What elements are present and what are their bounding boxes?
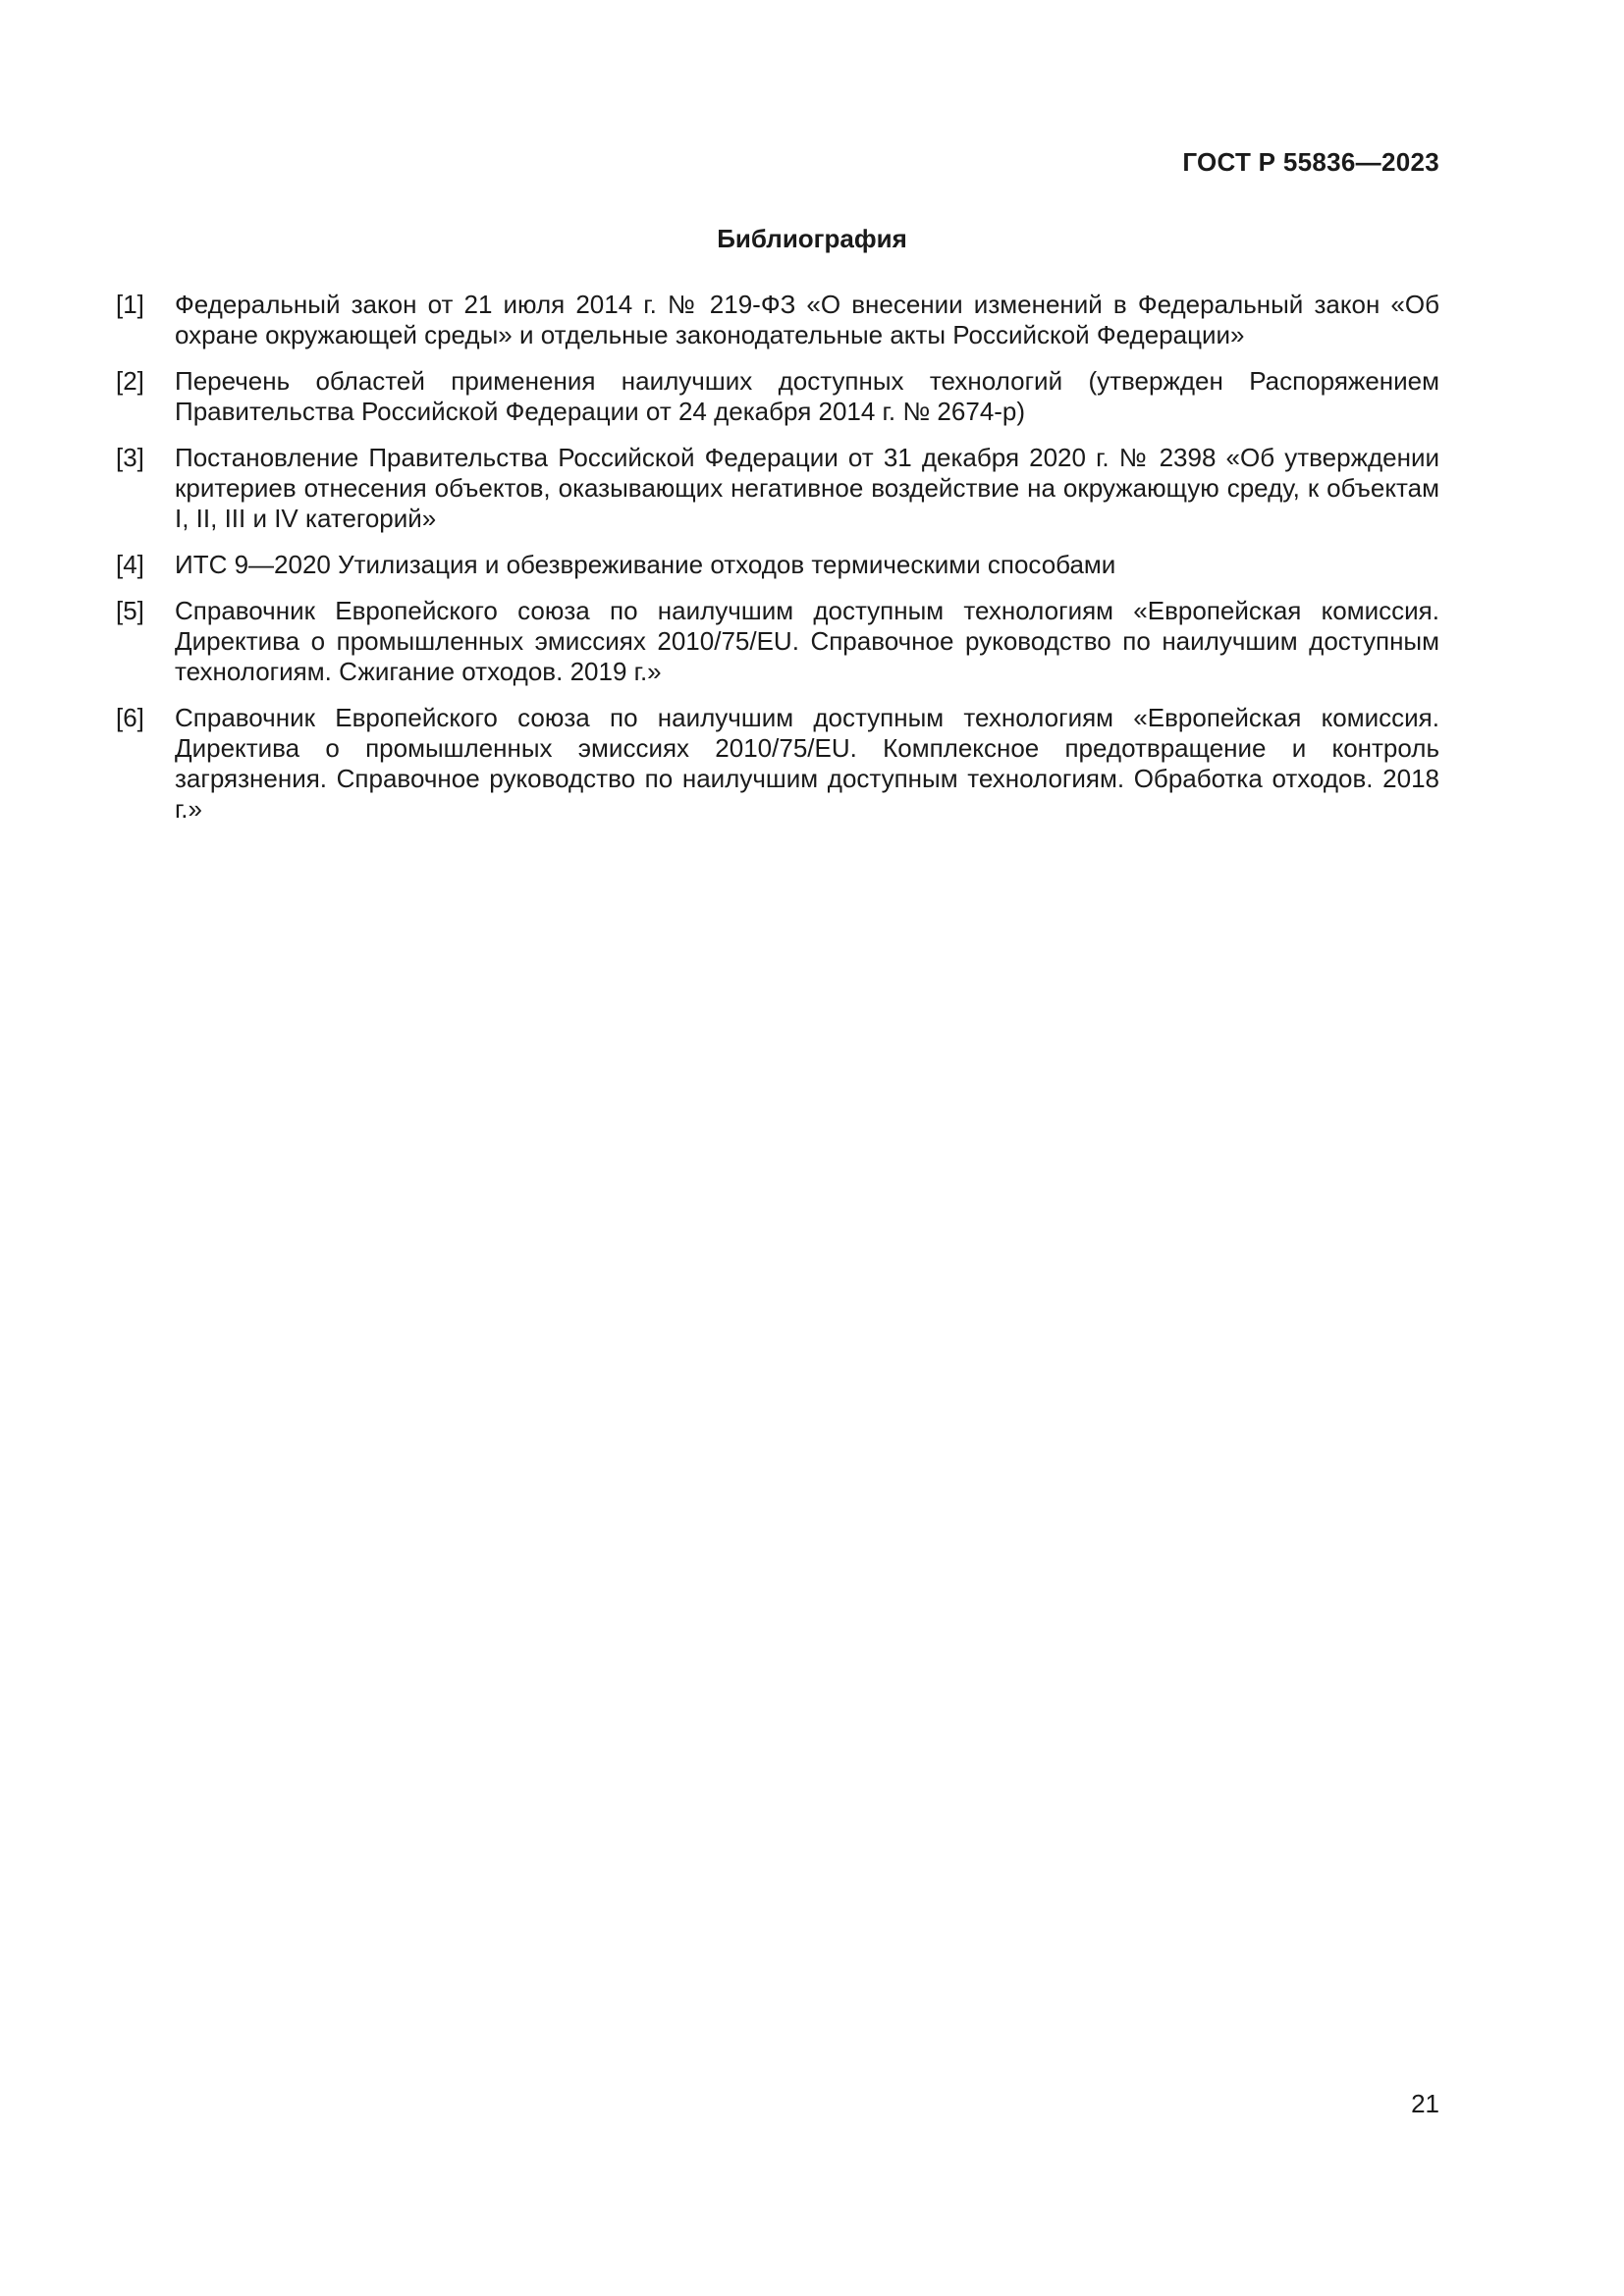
bibliography-item-5 bbox=[116, 596, 1439, 687]
bibliography-item-4 bbox=[116, 550, 1439, 580]
bibliography-item-number: [6] bbox=[116, 703, 144, 732]
bibliography-title: Библиография bbox=[717, 224, 907, 253]
bibliography-list bbox=[116, 290, 1439, 840]
bibliography-item-text: Справочник Европейского союза по наилучшим доступным технологиям «Европейская комиссия. Директива о промышленных эмиссиях 2010/75/EU. Комплексное предотвращение и контроль загрязнения. Справочное руководство по наилучшим доступным технологиям. Обработка отходов. 2018 г.» bbox=[175, 703, 1439, 824]
bibliography-item-3 bbox=[116, 443, 1439, 534]
bibliography-item-6 bbox=[116, 703, 1439, 825]
bibliography-item-number: [3] bbox=[116, 443, 144, 472]
bibliography-item-number: [5] bbox=[116, 596, 144, 625]
bibliography-item-text: Федеральный закон от 21 июля 2014 г. № 219-ФЗ «О внесении изменений в Федеральный закон «Об охране окружающей среды» и отдельные законодательные акты Российской Федерации» bbox=[175, 290, 1439, 349]
bibliography-item-1 bbox=[116, 290, 1439, 350]
bibliography-item-number: [4] bbox=[116, 550, 144, 579]
bibliography-item-text: Справочник Европейского союза по наилучшим доступным технологиям «Европейская комиссия. Директива о промышленных эмиссиях 2010/75/EU. Справочное руководство по наилучшим доступным технологиям. Сжигание отходов. 2019 г.» bbox=[175, 596, 1439, 686]
bibliography-item-number: [1] bbox=[116, 290, 144, 319]
page-number: 21 bbox=[1411, 2089, 1439, 2118]
bibliography-item-text: Постановление Правительства Российской Федерации от 31 декабря 2020 г. № 2398 «Об утверждении критериев отнесения объектов, оказывающих негативное воздействие на окружающую среду, к объектам I, II, III и IV категорий» bbox=[175, 443, 1439, 533]
bibliography-item-text: ИТС 9—2020 Утилизация и обезвреживание отходов термическими способами bbox=[175, 550, 1116, 579]
bibliography-item-number: [2] bbox=[116, 366, 144, 396]
document-code: ГОСТ Р 55836—2023 bbox=[1182, 147, 1439, 177]
bibliography-item-text: Перечень областей применения наилучших доступных технологий (утвержден Распоряжением Правительства Российской Федерации от 24 декабря 2014 г. № 2674-р) bbox=[175, 366, 1439, 426]
bibliography-item-2 bbox=[116, 366, 1439, 427]
